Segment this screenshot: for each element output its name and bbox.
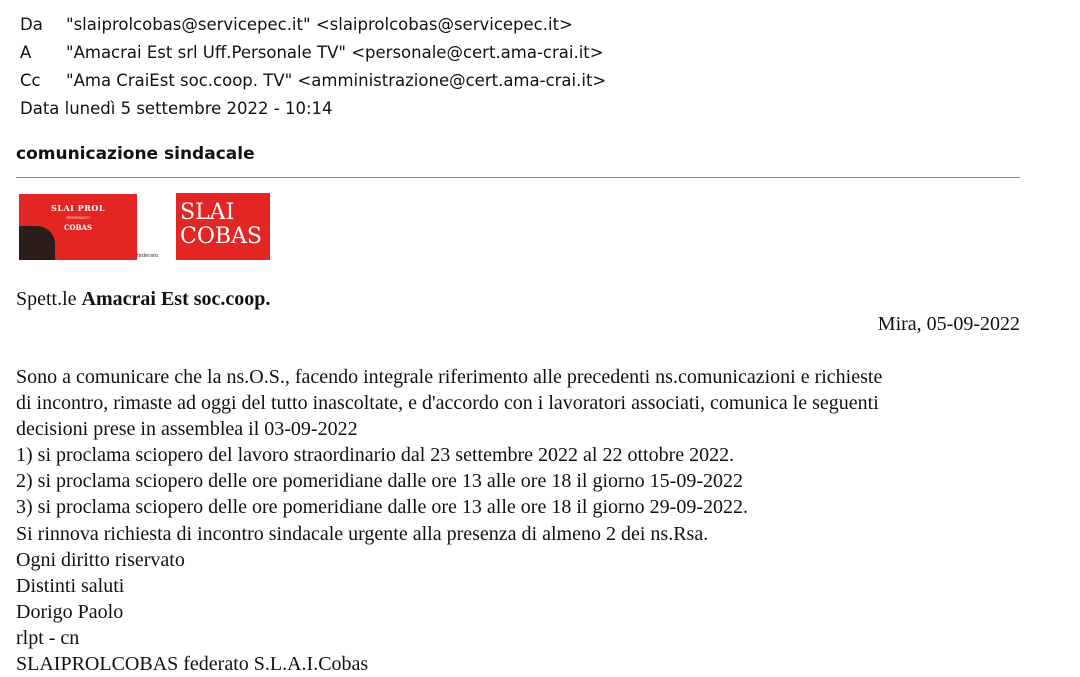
email-header <box>20 11 606 123</box>
from-value[interactable]: "slaiprolcobas@servicepec.it" <slaiprolcobas@servicepec.it> <box>66 15 573 34</box>
logo2-line1: SLAI <box>180 200 235 225</box>
from-row <box>20 11 606 39</box>
to-row <box>20 39 606 67</box>
header-divider <box>16 177 1020 178</box>
slai-prol-cobas-logo <box>19 194 137 260</box>
body-line: Sono a comunicare che la ns.O.S., facendo integrale riferimento alle precedenti ns.comunicazioni e richieste <box>16 366 883 388</box>
body-line: SLAIPROLCOBAS federato S.L.A.I.Cobas <box>16 653 369 676</box>
greeting-prefix: Spett.le <box>16 288 82 310</box>
slai-cobas-logo <box>176 193 270 260</box>
body-line: di incontro, rimaste ad oggi del tutto inascoltate, e d'accordo con i lavoratori associati, comunica le seguenti <box>16 392 879 415</box>
letter-place-date: Mira, 05-09-2022 <box>877 313 1020 335</box>
logo1-line3: COBAS <box>63 223 93 232</box>
cc-value[interactable]: "Ama CraiEst soc.coop. TV" <amministrazione@cert.ama-crai.it> <box>66 71 607 90</box>
cc-row <box>20 67 606 95</box>
from-label: Da <box>20 15 43 34</box>
to-label: A <box>20 43 32 62</box>
logo2-line2: COBAS <box>180 224 262 249</box>
to-value[interactable]: "Amacrai Est srl Uff.Personale TV" <personale@cert.ama-crai.it> <box>66 43 604 62</box>
body-line: Distinti saluti <box>16 574 125 597</box>
body-line: rlpt - cn <box>16 626 80 649</box>
body-line: Dorigo Paolo <box>16 600 124 623</box>
body-line: decisioni prese in assemblea il 03-09-2022 <box>16 418 358 441</box>
body-line: 2) si proclama sciopero delle ore pomeridiane dalle ore 13 alle ore 18 il giorno 15-09-2022 <box>16 470 743 493</box>
logo1-line2: FEDERATO <box>66 215 90 220</box>
body-line: Ogni diritto riservato <box>16 548 185 571</box>
body-line: 3) si proclama sciopero delle ore pomeridiane dalle ore 13 alle ore 18 il giorno 29-09-2022. <box>16 496 748 519</box>
logo1-line1: SLAI PROL <box>51 203 105 213</box>
date-row: Data lunedì 5 settembre 2022 - 10:14 <box>20 99 333 118</box>
email-subject: comunicazione sindacale <box>16 144 255 164</box>
body-line: Si rinnova richiesta di incontro sindacale urgente alla presenza di almeno 2 dei ns.Rsa. <box>16 522 709 545</box>
letter-greeting <box>16 288 270 311</box>
letter-body <box>16 364 1026 677</box>
logo-separator-text: federato <box>137 253 159 259</box>
logo1-figure <box>19 226 55 260</box>
body-line: 1) si proclama sciopero del lavoro straordinario dal 23 settembre 2022 al 22 ottobre 2022. <box>16 444 735 467</box>
cc-label: Cc <box>20 71 41 90</box>
greeting-recipient: Amacrai Est soc.coop. <box>81 288 271 310</box>
